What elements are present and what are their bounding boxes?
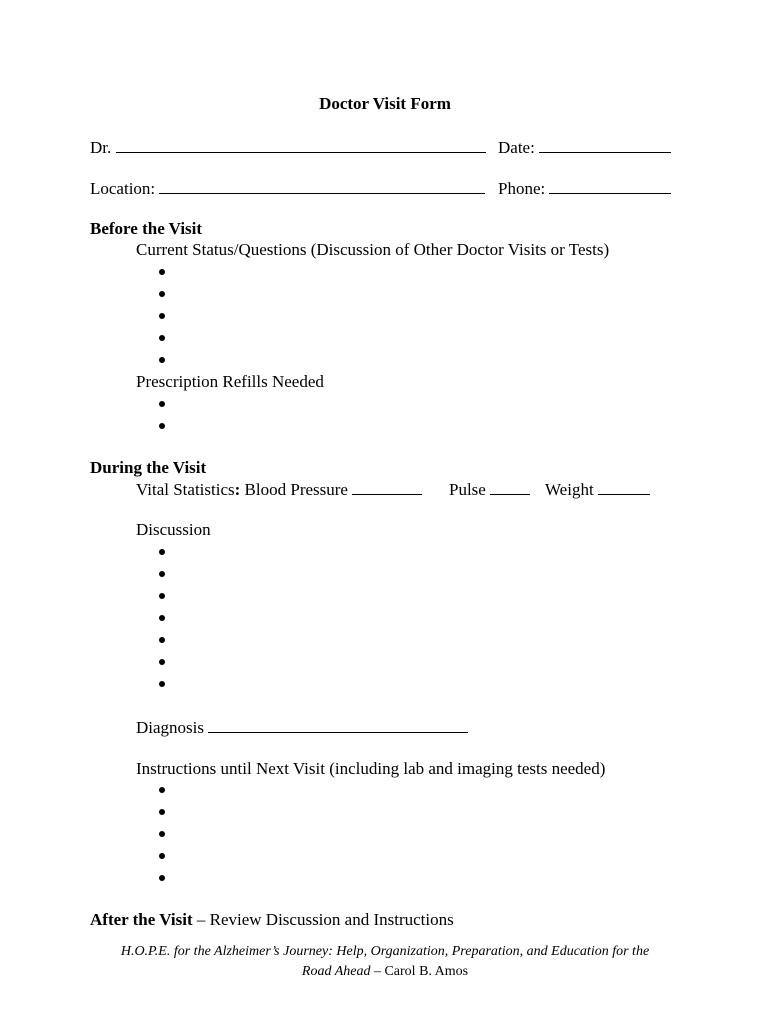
phone-field[interactable]	[549, 178, 671, 194]
current-status-label: Current Status/Questions (Discussion of Other Doctor Visits or Tests)	[136, 240, 610, 259]
discussion-bullet[interactable]	[159, 637, 165, 643]
refills-label: Prescription Refills Needed	[136, 372, 324, 391]
weight-label: Weight	[545, 480, 594, 499]
discussion-bullet[interactable]	[159, 549, 165, 555]
pulse-row	[449, 479, 530, 500]
status-bullet[interactable]	[159, 291, 165, 297]
diagnosis-field[interactable]	[208, 717, 468, 733]
doctor-row	[90, 137, 486, 158]
location-row	[90, 178, 485, 199]
discussion-bullet[interactable]	[159, 571, 165, 577]
discussion-label: Discussion	[136, 520, 211, 539]
after-row	[90, 910, 454, 930]
weight-row	[545, 479, 650, 500]
date-field[interactable]	[539, 137, 671, 153]
footer-citation	[80, 942, 690, 982]
location-field[interactable]	[159, 178, 485, 194]
date-row	[498, 137, 671, 158]
after-heading: After the Visit	[90, 910, 193, 929]
date-label: Date:	[498, 138, 535, 157]
pulse-field[interactable]	[490, 479, 530, 495]
instructions-bullet[interactable]	[159, 809, 165, 815]
page-title: Doctor Visit Form	[319, 94, 451, 113]
vitals-row	[136, 479, 422, 500]
phone-row	[498, 178, 671, 199]
discussion-bullet[interactable]	[159, 615, 165, 621]
instructions-bullet[interactable]	[159, 831, 165, 837]
instructions-bullet[interactable]	[159, 853, 165, 859]
discussion-bullet[interactable]	[159, 593, 165, 599]
location-label: Location:	[90, 179, 156, 198]
doctor-field[interactable]	[116, 137, 486, 153]
bp-field[interactable]	[352, 479, 422, 495]
diagnosis-row	[136, 717, 468, 738]
during-heading: During the Visit	[90, 458, 207, 477]
weight-field[interactable]	[598, 479, 650, 495]
doctor-label: Dr.	[90, 138, 112, 157]
status-bullet[interactable]	[159, 335, 165, 341]
footer-italic-line-1: H.O.P.E. for the Alzheimer’s Journey: Help, Organization, Preparation, and Education for the	[120, 944, 650, 959]
diagnosis-label: Diagnosis	[136, 718, 204, 737]
discussion-bullet[interactable]	[159, 681, 165, 687]
status-bullet[interactable]	[159, 357, 165, 363]
vitals-label: Vital Statistics	[136, 480, 235, 499]
instructions-label: Instructions until Next Visit (including lab and imaging tests needed)	[136, 759, 606, 778]
pulse-label: Pulse	[449, 480, 486, 499]
footer-author: – Carol B. Amos	[370, 964, 469, 979]
bp-label: Blood Pressure	[244, 480, 348, 499]
refills-bullet[interactable]	[159, 423, 165, 429]
instructions-bullet[interactable]	[159, 787, 165, 793]
status-bullet[interactable]	[159, 269, 165, 275]
refills-bullet[interactable]	[159, 401, 165, 407]
status-bullet[interactable]	[159, 313, 165, 319]
phone-label: Phone:	[498, 179, 546, 198]
footer-italic-line-2: Road Ahead	[301, 964, 371, 979]
instructions-bullet[interactable]	[159, 875, 165, 881]
before-heading: Before the Visit	[90, 219, 203, 238]
vitals-colon: :	[234, 480, 241, 499]
after-text: – Review Discussion and Instructions	[192, 910, 454, 929]
discussion-bullet[interactable]	[159, 659, 165, 665]
